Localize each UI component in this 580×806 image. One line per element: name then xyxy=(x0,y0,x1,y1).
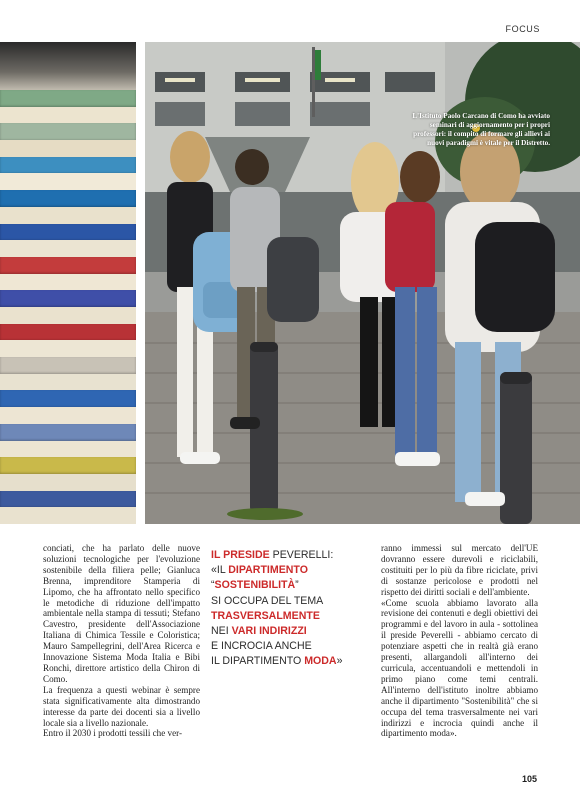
paragraph: «Come scuola abbiamo lavorato alla revisione dei contenuti e degli obiettivi dei programmi e del lavoro in aula - sottolinea il preside Peverelli - abbiamo cercato di potenziare aspetti che in realtà già erano presenti, allargandoli all'interno dei curricula, accentuandoli e mettendoli in primo piano come temi centrali. All'interno dell'istituto inoltre abbiamo anche il dipartimento "Sostenibilità" che si occupa del tema trasversalmente nei vari indirizzi e incrocia quindi anche il dipartimento moda». xyxy=(381,597,538,739)
fabric-layer xyxy=(0,207,136,224)
fabric-layer xyxy=(0,90,136,107)
fabric-layer xyxy=(0,307,136,324)
quote-line xyxy=(211,578,371,593)
fabric-layer xyxy=(0,257,136,274)
quote-line xyxy=(211,654,371,669)
page-number: 105 xyxy=(521,774,537,784)
fabric-layer xyxy=(0,340,136,357)
column-left xyxy=(43,543,200,739)
fabric-layer xyxy=(0,290,136,307)
quote-highlight: TRASVERSALMENTE xyxy=(211,609,320,622)
fabric-layer xyxy=(0,324,136,341)
column-right xyxy=(381,543,538,739)
quote-text: «IL xyxy=(211,564,229,577)
fabric-layer xyxy=(0,107,136,124)
quote-line: E INCROCIA ANCHE xyxy=(211,640,312,653)
quote-text: » xyxy=(336,655,343,668)
quote-line xyxy=(211,624,371,639)
fabric-layer xyxy=(0,491,136,508)
fabric-layer xyxy=(0,140,136,157)
quote-text: “ xyxy=(211,579,215,592)
fabric-layer xyxy=(0,240,136,257)
quote-text: IL DIPARTIMENTO xyxy=(211,655,305,668)
section-label: FOCUS xyxy=(505,24,540,34)
paragraph: conciati, che ha parlato delle nuove soluzioni tecnologiche per l'evoluzione sostenibile della filiera pelle; Gianluca Brenna, imprenditore Stamperia di Lipomo, che ha affrontato nello specifico le metodiche di riduzione dell'impatto ambientale nella stampa di tessuti; Stefano Cavestro, presidente dell'Associazione Italiana di Chimica Tessile e Coloristica; Mauro Sampellegrini, dell'Area Ricerca e Innovazione Sistema Moda Italia e Bibi Ronchi, direttore artistico della Chiron di Como. xyxy=(43,543,200,684)
quote-text: PEVERELLI: xyxy=(269,549,334,561)
fabric-layer xyxy=(0,390,136,407)
quote-highlight: VARI INDIRIZZI xyxy=(231,625,307,638)
quote-text: ” xyxy=(295,579,299,592)
paragraph: La frequenza a questi webinar è sempre stata significativamente alta dimostrando interesse da parte dei docenti sia a livello locale sia a livello nazionale. xyxy=(43,684,200,728)
quote-highlight: SOSTENIBILITÀ xyxy=(214,579,296,592)
quote-line: SI OCCUPA DEL TEMA xyxy=(211,594,324,607)
quote-highlight: DIPARTIMENTO xyxy=(228,564,308,577)
fabric-layer xyxy=(0,474,136,491)
photo-caption: L'Istituto Paolo Carcano di Como ha avviato seminari di aggiornamento per i propri professori: il compito di formare gli allievi ai nuovi paradigmi è vitale per il Distretto. xyxy=(412,112,550,147)
photo-shadow xyxy=(0,42,136,92)
quote-text: NEI xyxy=(211,625,232,638)
fabric-layer xyxy=(0,407,136,424)
fabric-layer xyxy=(0,507,136,524)
fabric-layer xyxy=(0,441,136,458)
students-photo xyxy=(145,42,580,524)
fabric-layer xyxy=(0,123,136,140)
quote-line xyxy=(211,563,371,578)
fabric-swatches-photo xyxy=(0,42,136,524)
fabric-layer xyxy=(0,173,136,190)
fabric-layer xyxy=(0,357,136,374)
fabric-layer xyxy=(0,374,136,391)
quote-highlight: MODA xyxy=(304,655,337,668)
paragraph: Entro il 2030 i prodotti tessili che ver- xyxy=(43,728,182,739)
fabric-layer xyxy=(0,224,136,241)
fabric-layer xyxy=(0,274,136,291)
fabric-layer xyxy=(0,157,136,174)
quote-line xyxy=(211,548,371,563)
paragraph: ranno immessi sul mercato dell'UE dovranno essere durevoli e riciclabili, costituiti per lo più da fibre riciclate, privi di sostanze pericolose e prodotti nel rispetto dei diritti sociali e dell'ambiente. xyxy=(381,543,538,597)
quote-highlight: IL PRESIDE xyxy=(211,549,270,561)
pull-quote xyxy=(211,548,371,670)
fabric-layer xyxy=(0,190,136,207)
fabric-layer xyxy=(0,457,136,474)
fabric-layer xyxy=(0,424,136,441)
